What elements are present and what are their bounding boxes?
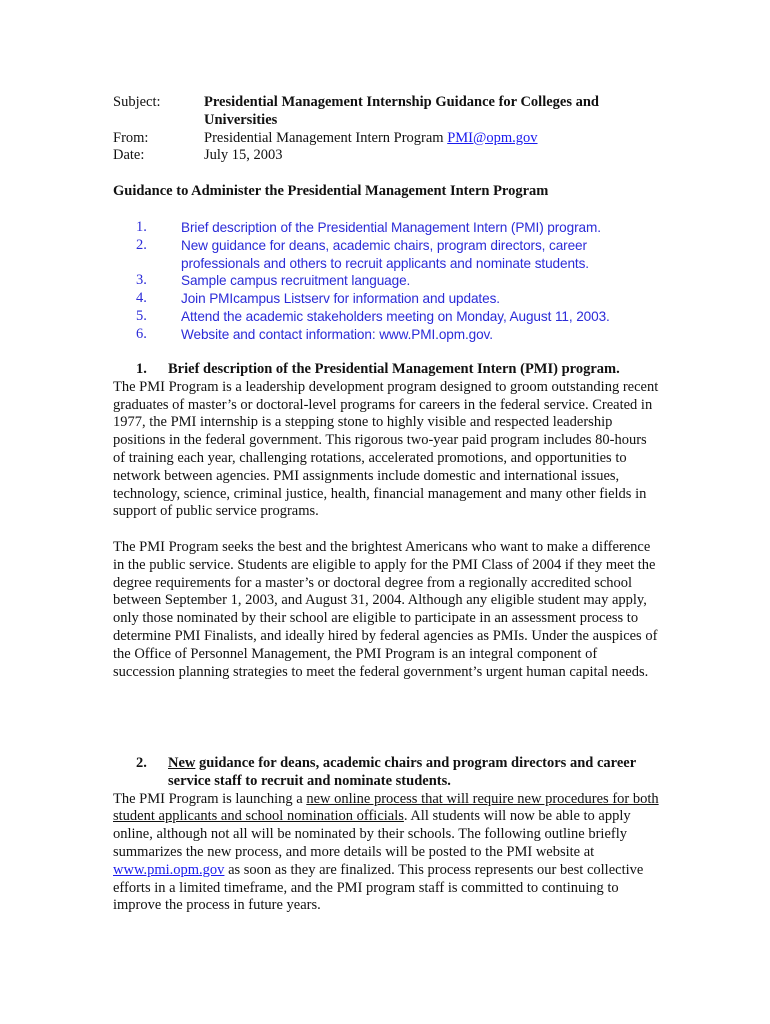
section-2-paragraph	[113, 791, 661, 916]
table-of-contents	[113, 219, 653, 344]
from-label: From:	[113, 129, 149, 146]
section-1-paragraph-1: The PMI Program is a leadership development program designed to groom outstanding recent graduates of master’s or doctoral-level programs for careers in the federal service. Created in 1977, the PMI internship is a stepping stone to highly visible and respected leadership positions in the federal government. This rigorous two-year paid program includes 80-hours of training each year, challenging rotations, accelerated promotions, and opportunities to network between agencies. PMI assignments include domestic and international issues, technology, science, criminal justice, health, financial management and many other fields in support of public service programs.	[113, 378, 659, 520]
toc-item[interactable]	[113, 219, 653, 237]
toc-item-text[interactable]: Sample campus recruitment language.	[181, 273, 411, 289]
toc-item[interactable]	[113, 272, 653, 290]
subject-value: Presidential Management Internship Guidance for Colleges and Universities	[204, 94, 599, 128]
subject-label: Subject:	[113, 94, 161, 110]
section-1-paragraph-2: The PMI Program seeks the best and the brightest Americans who want to make a difference in the public service. Students are eligible to apply for the PMI Class of 2004 if they meet the degree requirements for a master’s or doctoral degree from a regionally accredited school between September 1, 2003, and August 31, 2004. Although any eligible student may apply, only those nominated by their school are eligible to participate in an assessment process to determine PMI Finalists, and ideally hired by federal agencies as PMIs. Under the auspices of the Office of Personnel Management, the PMI Program is an integral component of succession planning strategies to meet the federal government’s urgent human capital needs.	[113, 538, 658, 680]
from-value: Presidential Management Intern Program	[204, 129, 444, 146]
toc-item-text[interactable]: New guidance for deans, academic chairs, program directors, career professionals and others to recruit applicants and nominate students.	[181, 237, 589, 271]
section-2-title	[159, 755, 661, 791]
section-2-text-underlined: new online process that will require new procedures for both student applicants and school nomination officials	[113, 790, 659, 825]
toc-item-text[interactable]: Brief description of the Presidential Management Intern (PMI) program.	[181, 220, 601, 235]
toc-item[interactable]	[113, 237, 653, 273]
toc-item-number: 1.	[136, 219, 147, 235]
toc-item-number: 4.	[136, 290, 147, 307]
date-row	[113, 147, 673, 165]
toc-item-number: 3.	[136, 272, 147, 289]
from-row	[113, 130, 673, 148]
section-2-heading	[113, 755, 661, 791]
toc-item[interactable]	[113, 326, 653, 344]
toc-item-text[interactable]: Attend the academic stakeholders meeting on Monday, August 11, 2003.	[181, 308, 610, 324]
section-1-number: 1.	[136, 361, 147, 377]
toc-item[interactable]	[113, 290, 653, 308]
section-2-number: 2.	[136, 755, 147, 771]
section-1-heading	[113, 361, 661, 379]
section-1-title: Brief description of the Presidential Management Intern (PMI) program.	[168, 361, 620, 377]
guidance-title: Guidance to Administer the Presidential Management Intern Program	[113, 183, 549, 199]
toc-item-text[interactable]: Website and contact information: www.PMI.opm.gov.	[181, 326, 493, 342]
section-2	[113, 755, 661, 915]
toc-item[interactable]	[113, 308, 653, 326]
section-2-title-rest: guidance for deans, academic chairs and program directors and career service staff to recruit and nominate students.	[168, 755, 636, 789]
section-2-text-start: The PMI Program is launching a	[113, 790, 307, 807]
memo-header	[113, 94, 673, 165]
section-2-text-mid: . All students will now be able to apply online, although not all will be nominated by their schools. The following outline briefly summarizes the new process, and more details will be posted to the PMI website at	[113, 808, 631, 860]
toc-item-text[interactable]: Join PMIcampus Listserv for information and updates.	[181, 291, 500, 307]
section-2-text-end: as soon as they are finalized. This process represents our best collective efforts in a limited timeframe, and the PMI program staff is committed to continuing to improve the process in future years.	[113, 861, 644, 914]
toc-item-number: 2.	[136, 236, 147, 253]
date-value: July 15, 2003	[204, 147, 283, 164]
toc-item-number: 6.	[136, 325, 147, 342]
pmi-website-link[interactable]: www.pmi.opm.gov	[113, 861, 225, 878]
toc-item-number: 5.	[136, 307, 147, 324]
from-value-wrap	[204, 130, 673, 148]
section-1	[113, 361, 661, 681]
section-2-title-underlined: New	[168, 755, 196, 771]
from-email-link[interactable]: PMI@opm.gov	[447, 129, 538, 146]
subject-row	[113, 94, 673, 130]
date-label: Date:	[113, 147, 145, 164]
